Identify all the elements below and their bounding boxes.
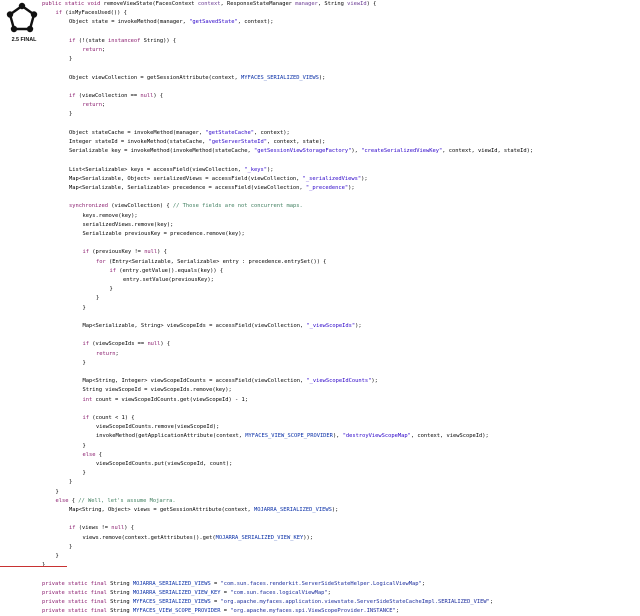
- code-token: (isMyFacesUsed()) {: [65, 10, 127, 17]
- code-line: [69, 184, 355, 193]
- code-token: null: [144, 249, 158, 256]
- code-token: removeViewState(: [103, 1, 156, 7]
- code-token: }: [109, 286, 113, 293]
- code-token: if: [82, 415, 93, 421]
- code-token: MYFACES_VIEW_SCOPE_PROVIDER: [245, 433, 333, 440]
- code-line: [83, 248, 167, 257]
- code-token: if: [109, 267, 120, 274]
- code-token: List<Serializable> keys = accessField(viewCollection,: [69, 166, 245, 173]
- code-line: [110, 285, 113, 294]
- code-token: }: [69, 543, 73, 550]
- code-token: , context);: [254, 129, 290, 136]
- code-line: [96, 432, 489, 441]
- code-token: private static final: [42, 599, 111, 605]
- code-token: Object viewCollection = getSessionAttribute(context,: [69, 74, 242, 81]
- section-divider: [0, 566, 67, 567]
- code-token: );: [348, 185, 355, 191]
- code-token: String viewScopeId = viewScopeIds.remove(key);: [82, 387, 232, 394]
- code-token: }: [96, 295, 100, 302]
- code-token: );: [355, 323, 362, 329]
- code-line: [83, 340, 171, 349]
- code-line: [96, 460, 232, 469]
- code-token: }: [69, 479, 73, 486]
- code-token: Object state = invokeMethod(manager,: [69, 19, 190, 26]
- code-token: private static final: [42, 589, 111, 596]
- code-token: , context);: [237, 19, 274, 26]
- code-token: instanceof: [107, 37, 144, 44]
- code-line: [56, 488, 59, 497]
- code-token: Map<String, Integer> viewScopeIdCounts = accessField(viewCollection,: [82, 378, 307, 385]
- code-token: return: [82, 47, 102, 53]
- code-token: , String: [317, 1, 348, 7]
- code-line: [83, 230, 245, 239]
- code-token: );: [361, 175, 368, 182]
- code-token: (viewScopeIds ==: [92, 341, 148, 348]
- code-line: [42, 0, 376, 9]
- code-token: Serializable previousKey = precedence.remove(key);: [82, 231, 245, 237]
- code-line: [83, 304, 86, 313]
- code-line: [83, 451, 102, 460]
- code-line: [69, 92, 163, 101]
- code-token: else: [82, 451, 99, 458]
- code-line: [69, 147, 533, 156]
- code-line: [69, 478, 72, 487]
- code-token: views.remove(context.getAttributes().get(: [82, 534, 216, 541]
- code-line: [83, 469, 86, 478]
- code-token: // Well, let's assume Mojarra.: [78, 497, 176, 504]
- code-token: "getSavedState": [189, 19, 238, 26]
- code-token: }: [69, 56, 73, 63]
- code-token: "createSerializedViewKey": [361, 148, 443, 155]
- code-token: private static final: [42, 580, 111, 587]
- code-token: (views !=: [78, 525, 112, 532]
- code-token: }: [82, 442, 86, 449]
- code-line: [69, 129, 290, 138]
- code-token: , ResponseStateManager: [220, 1, 296, 7]
- code-line: [96, 258, 326, 267]
- code-line: [69, 202, 303, 211]
- code-line: [69, 506, 338, 515]
- code-token: "destroyViewScopeMap": [342, 433, 411, 440]
- code-token: MYFACES_VIEW_SCOPE_PROVIDER: [132, 608, 221, 615]
- code-token: , context, state);: [266, 139, 326, 145]
- code-token: ) {: [153, 93, 164, 99]
- code-line: [69, 110, 72, 119]
- code-token: }: [82, 359, 86, 366]
- code-token: ) {: [157, 249, 167, 256]
- code-token: MOJARRA_SERIALIZED_VIEW_KEY: [215, 534, 304, 541]
- code-line: [83, 46, 106, 55]
- code-token: entry.setValue(previousKey);: [123, 277, 214, 283]
- code-token: {: [98, 451, 102, 458]
- code-token: "com.sun.faces.renderkit.ServerSideStateHelper.LogicalViewMap": [220, 580, 422, 587]
- omnifaces-logo: [4, 2, 40, 48]
- code-token: (viewCollection ==: [78, 93, 141, 99]
- code-token: MYFACES_SERIALIZED_VIEWS: [132, 599, 211, 605]
- code-token: ) {: [160, 341, 171, 348]
- code-token: MYFACES_SERIALIZED_VIEWS: [241, 74, 319, 81]
- code-token: synchronized: [69, 203, 112, 210]
- code-line: [69, 524, 134, 533]
- code-line: [110, 267, 224, 276]
- code-token: MOJARRA_SERIALIZED_VIEWS: [132, 580, 211, 587]
- code-token: (entry.getValue().equals(key)) {: [119, 267, 224, 274]
- code-token: String: [110, 580, 133, 587]
- code-token: ;: [115, 350, 119, 357]
- code-token: MOJARRA_SERIALIZED_VIEWS: [254, 507, 332, 513]
- code-token: int: [82, 396, 96, 403]
- code-line: [69, 55, 72, 64]
- code-token: ;: [101, 102, 106, 109]
- code-token: invokeMethod(getApplicationAttribute(context,: [96, 433, 246, 440]
- code-token: manager: [295, 1, 318, 7]
- code-token: (previousKey !=: [92, 249, 145, 256]
- code-token: null: [111, 525, 125, 532]
- code-token: =: [210, 599, 221, 605]
- code-token: viewScopeIdCounts.put(viewScopeId, count);: [96, 461, 233, 467]
- code-line: [83, 322, 362, 331]
- code-token: =: [220, 608, 231, 615]
- code-token: }: [82, 304, 86, 311]
- code-token: if: [82, 249, 93, 256]
- code-token: if: [69, 93, 79, 99]
- code-token: ;: [395, 608, 400, 615]
- code-token: =: [210, 580, 221, 587]
- code-token: return: [96, 350, 116, 357]
- code-token: , context, viewScopeId);: [410, 433, 489, 440]
- code-token: Map<Serializable, String> viewScopeIds = accessField(viewCollection,: [82, 323, 307, 329]
- code-token: ) {: [366, 1, 377, 7]
- code-token: private static final: [42, 608, 111, 615]
- code-token: (viewCollection) {: [111, 203, 173, 210]
- code-line: [96, 423, 219, 432]
- code-line: [42, 580, 425, 589]
- code-token: Object stateCache = invokeMethod(manager,: [69, 129, 206, 136]
- code-token: ;: [101, 47, 106, 53]
- code-line: [96, 294, 99, 303]
- code-line: [69, 138, 325, 147]
- code-token: ),: [351, 148, 362, 155]
- code-line: [42, 589, 331, 598]
- code-line: [83, 386, 232, 395]
- code-token: (Entry<Serializable, Serializable> entry : precedence.entrySet()) {: [108, 258, 327, 265]
- code-token: viewScopeIdCounts.remove(viewScopeId);: [96, 424, 220, 431]
- code-token: viewId: [347, 1, 367, 7]
- code-token: );: [371, 378, 378, 385]
- code-token: ;: [327, 589, 331, 596]
- code-token: for: [96, 258, 109, 265]
- code-line: [83, 414, 135, 423]
- code-token: if: [69, 37, 79, 44]
- code-token: String: [110, 599, 133, 605]
- code-token: count = viewScopeIdCounts.get(viewScopeId) - 1;: [95, 396, 249, 403]
- code-token: ;: [421, 580, 425, 587]
- code-line: [83, 534, 313, 543]
- code-token: );: [318, 74, 326, 81]
- code-token: Map<Serializable, Object> serializedViews = accessField(viewCollection,: [69, 175, 303, 182]
- code-line: [83, 442, 86, 451]
- code-token: "getSessionViewStorageFactory": [254, 148, 352, 155]
- code-line: [69, 175, 368, 184]
- code-token: "_viewScopeIds": [306, 323, 356, 329]
- version-badge-label: 2.5 FINAL: [11, 37, 37, 43]
- code-token: "org.apache.myfaces.spi.ViewScopeProvider.INSTANCE": [230, 608, 396, 615]
- code-token: }: [55, 553, 59, 559]
- code-token: {: [71, 497, 79, 504]
- code-token: "getServerStateId": [208, 139, 267, 145]
- code-token: }: [82, 470, 86, 477]
- code-token: Map<String, Object> views = getSessionAttribute(context,: [69, 507, 254, 513]
- code-line: [96, 350, 119, 359]
- code-line: [42, 598, 493, 607]
- code-token: return: [82, 102, 102, 109]
- code-line: [69, 18, 273, 27]
- code-line: [83, 396, 249, 405]
- code-line: [83, 377, 378, 386]
- code-token: context: [197, 1, 221, 7]
- code-token: Integer stateId = invokeMethod(stateCache,: [69, 139, 209, 145]
- code-token: String)) {: [143, 37, 177, 44]
- code-token: }: [69, 111, 73, 118]
- code-token: "com.sun.faces.logicalViewMap": [230, 589, 328, 596]
- code-token: if: [69, 525, 79, 532]
- code-token: , context, viewId, stateId);: [442, 148, 534, 155]
- code-token: MOJARRA_SERIALIZED_VIEW_KEY: [132, 589, 221, 596]
- code-token: "_serializedViews": [302, 175, 362, 182]
- code-token: public static void: [42, 1, 104, 7]
- code-token: null: [147, 341, 161, 348]
- code-token: ) {: [124, 525, 134, 532]
- code-token: "_precedence": [305, 185, 349, 191]
- code-token: if: [55, 10, 66, 17]
- pentagon-network-icon: [4, 2, 40, 36]
- code-token: "org.apache.myfaces.application.viewstate.ServerSideStateCacheImpl.SERIALIZED_VIEW": [220, 599, 490, 605]
- code-token: Serializable key = invokeMethod(invokeMethod(stateCache,: [69, 148, 254, 155]
- code-token: =: [220, 589, 231, 596]
- code-token: serializedViews.remove(key);: [82, 221, 174, 228]
- code-token: keys.remove(key);: [82, 212, 138, 219]
- code-token: String: [110, 589, 133, 596]
- code-token: ));: [303, 534, 313, 541]
- code-token: if: [82, 341, 93, 348]
- code-token: null: [140, 93, 154, 99]
- code-token: FacesContext: [155, 1, 198, 7]
- code-token: (count < 1) {: [92, 415, 135, 421]
- code-token: (!(state: [78, 37, 108, 44]
- code-line: [123, 276, 214, 285]
- code-line: [83, 359, 86, 368]
- code-token: );: [266, 166, 274, 173]
- code-line: [69, 543, 72, 552]
- code-token: );: [331, 507, 339, 513]
- code-token: ),: [332, 433, 343, 440]
- code-token: Map<Serializable, Serializable> precedence = accessField(viewCollection,: [69, 185, 306, 191]
- code-token: "getStateCache": [205, 129, 254, 136]
- code-line: [69, 166, 273, 175]
- code-token: }: [55, 488, 59, 495]
- code-token: ;: [489, 599, 494, 605]
- code-token: }: [42, 562, 46, 569]
- code-line: [56, 552, 59, 561]
- code-line: [69, 37, 176, 46]
- code-token: "_keys": [244, 166, 267, 173]
- code-line: [83, 212, 138, 221]
- code-token: "_viewScopeIdCounts": [306, 378, 372, 385]
- code-line: [56, 497, 176, 506]
- code-line: [56, 9, 127, 18]
- code-line: [83, 101, 106, 110]
- code-token: else: [55, 497, 72, 504]
- code-line: [69, 74, 325, 83]
- code-line: [83, 221, 174, 230]
- code-token: // Those fields are not concurrent maps.: [172, 203, 303, 210]
- code-token: String: [110, 608, 133, 615]
